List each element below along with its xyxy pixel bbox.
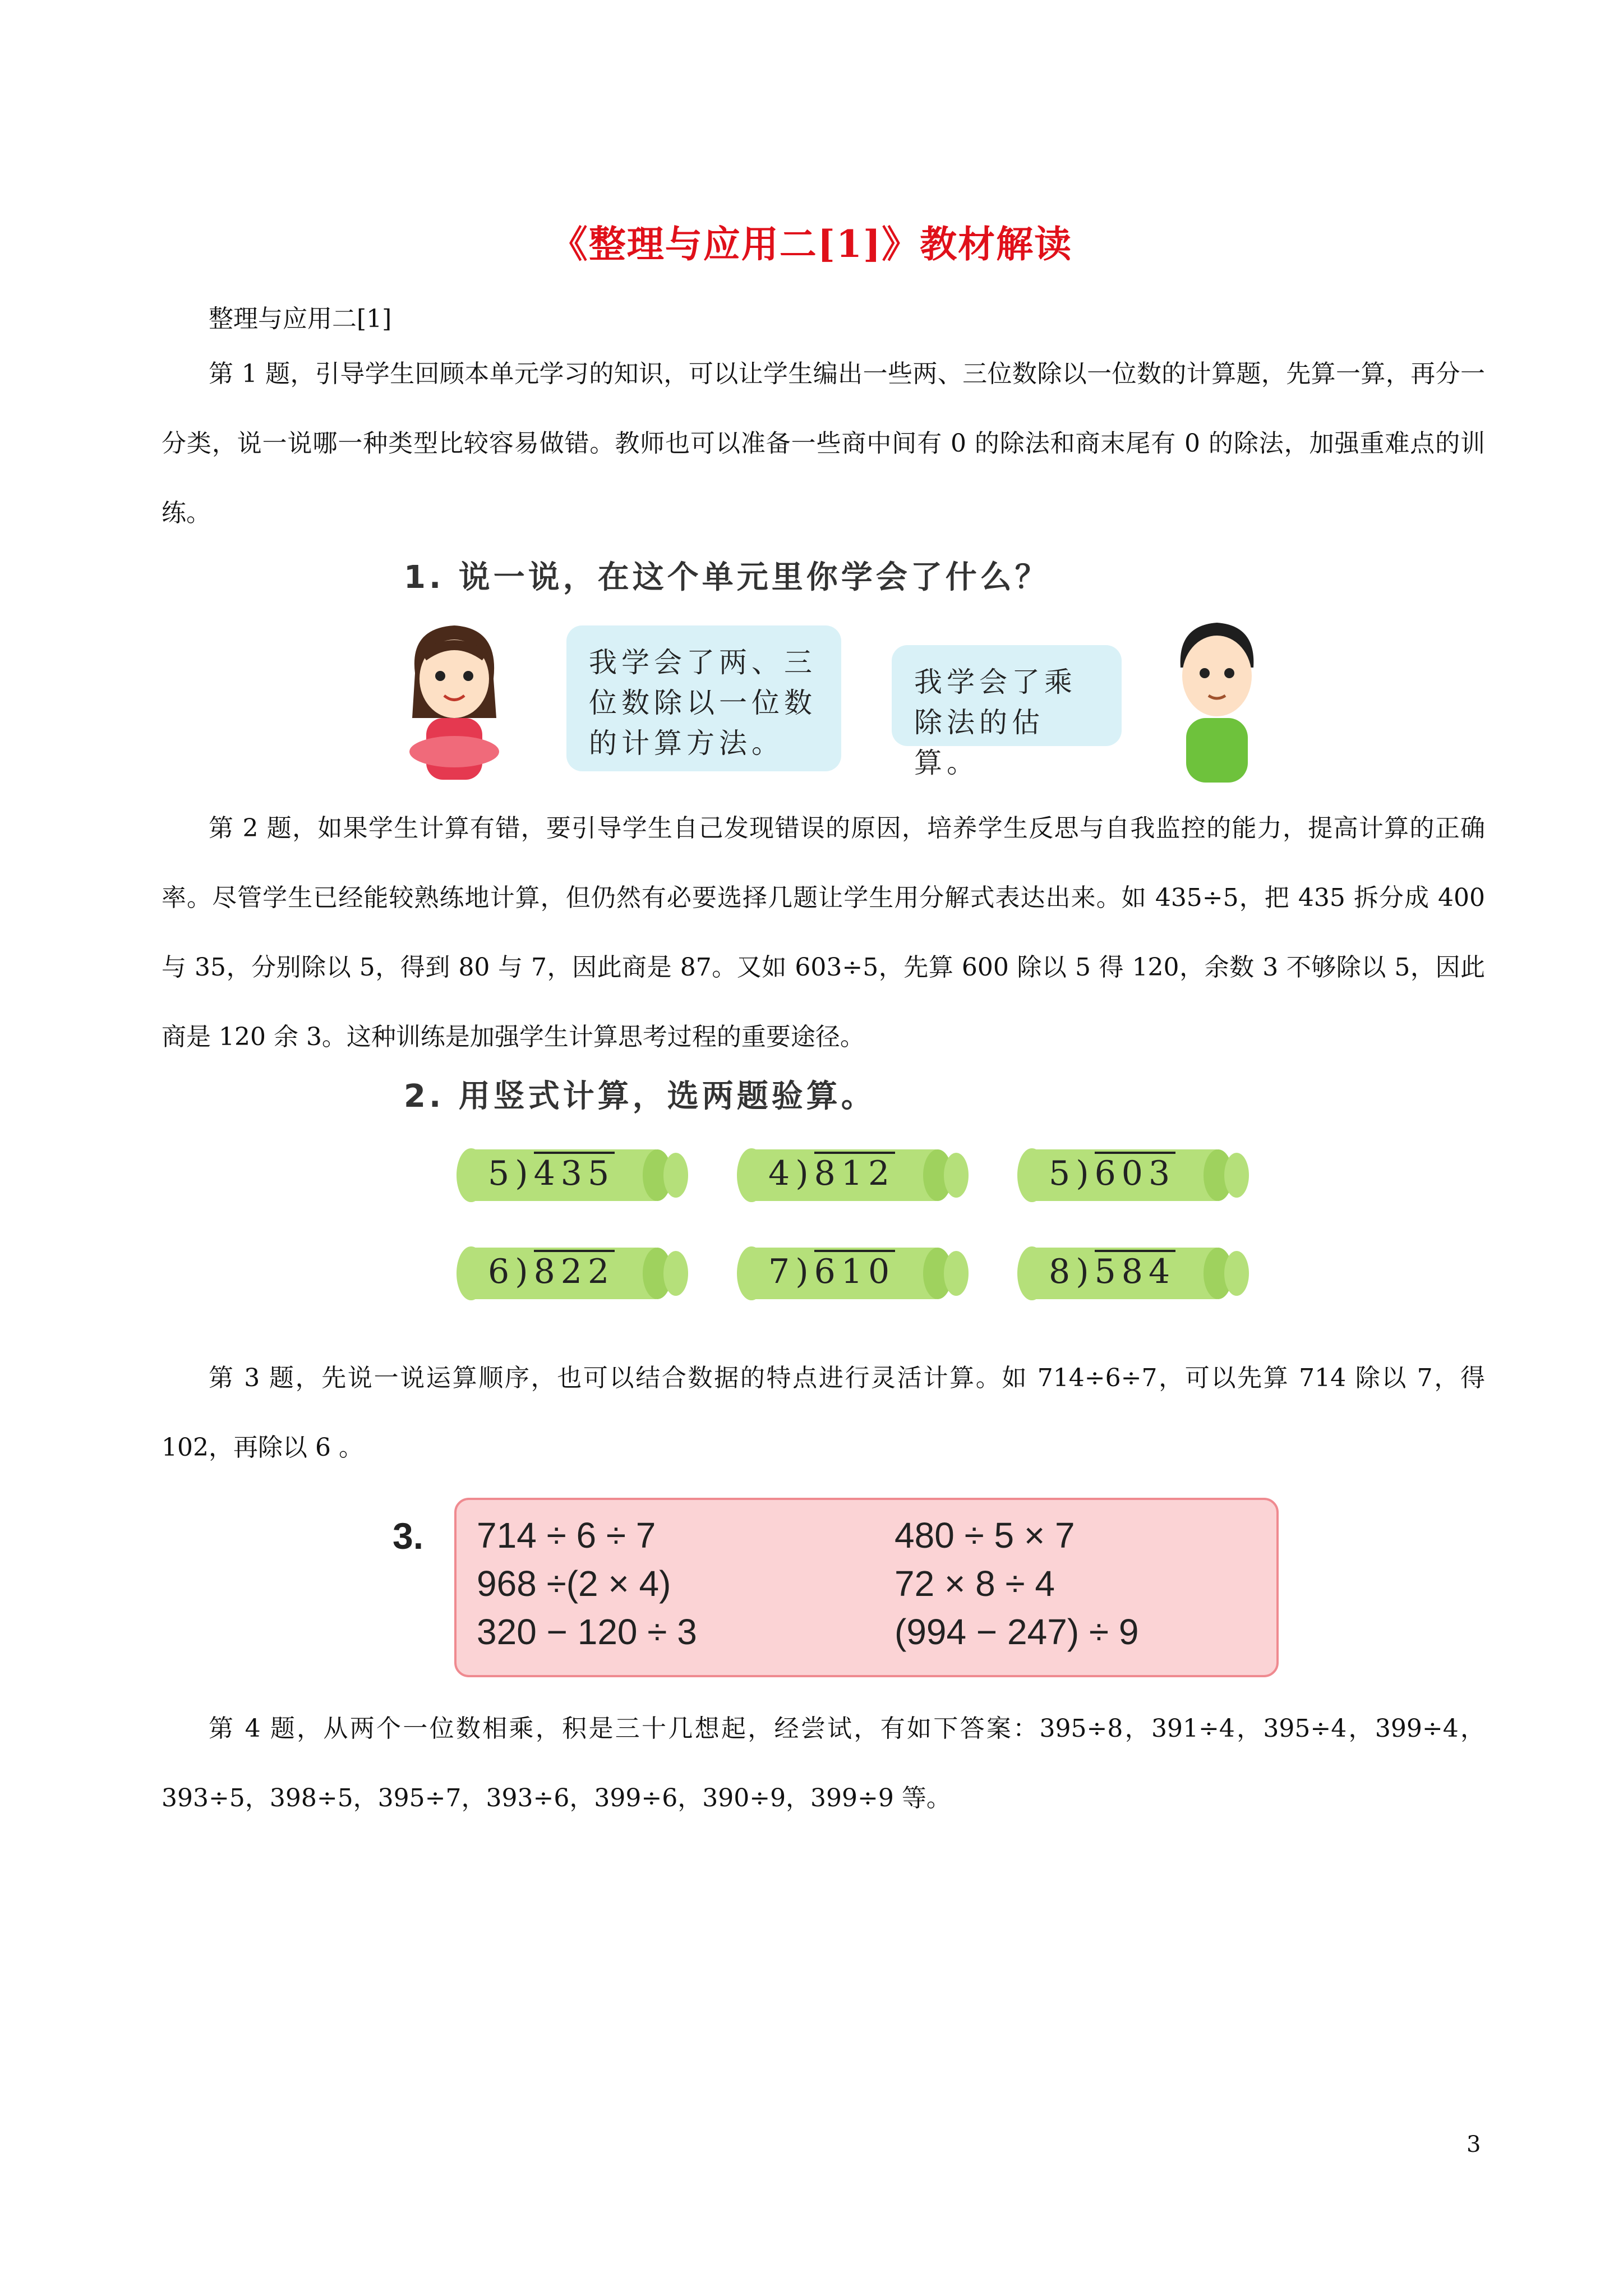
division-problem xyxy=(735,1142,970,1209)
paragraph-q2: 第 2 题，如果学生计算有错，要引导学生自己发现错误的原因，培养学生反思与自我监控的能力，提高计算的正确率。尽管学生已经能较熟练地计算，但仍然有必要选择几题让学生用分解式表达出来。如 435÷5，把 435 拆分成 400 与 35，分别除以 5，得到 80 与 7，因此商是 87。又如 603÷5，先算 600 除以 5 得 120，余数 3 不够除以 5，因此商是 120 余 3。这种训练是加强学生计算思考过程的重要途径。 xyxy=(162,814,1485,1051)
division-expression xyxy=(1049,1252,1175,1291)
division-expression xyxy=(488,1252,615,1291)
dividend: 435 xyxy=(534,1152,615,1193)
boy-illustration xyxy=(1155,606,1279,791)
paragraph-q4: 第 4 题，从两个一位数相乘，积是三十几想起，经尝试，有如下答案：395÷8，391÷4，395÷4，399÷4，393÷5，398÷5，395÷7，393÷6，399÷6，390÷9，399÷9 等。 xyxy=(162,1714,1485,1812)
division-bracket-icon: ) xyxy=(515,1252,534,1291)
expression-1: 714 ÷ 6 ÷ 7 xyxy=(477,1515,656,1556)
division-bracket-icon: ) xyxy=(1076,1252,1095,1291)
page-title: 《整理与应用二[1]》教材解读 xyxy=(550,222,1073,266)
figure-2-question: 2. 用竖式计算，选两题验算。 xyxy=(404,1078,876,1115)
division-expression xyxy=(488,1154,615,1193)
dividend: 603 xyxy=(1095,1152,1176,1193)
division-problem xyxy=(454,1142,690,1209)
expression-2: 480 ÷ 5 × 7 xyxy=(895,1515,1075,1556)
divisor: 7 xyxy=(768,1252,796,1291)
division-expression xyxy=(768,1154,895,1193)
girl-speech-bubble: 我学会了两、三位数除以一位数的计算方法。 xyxy=(566,625,841,771)
division-bracket-icon: ) xyxy=(1076,1154,1095,1193)
division-problem xyxy=(1015,1240,1251,1307)
division-problem xyxy=(1015,1142,1251,1209)
figure-1-question: 1. 说一说，在这个单元里你学会了什么？ xyxy=(404,559,1050,596)
divisor: 4 xyxy=(768,1154,796,1193)
expression-4: 72 × 8 ÷ 4 xyxy=(895,1563,1055,1604)
division-expression xyxy=(1049,1154,1175,1193)
divisor: 8 xyxy=(1049,1252,1076,1291)
dividend: 822 xyxy=(534,1250,615,1291)
division-problem xyxy=(735,1240,970,1307)
division-bracket-icon: ) xyxy=(515,1154,534,1193)
boy-speech-bubble: 我学会了乘除法的估算。 xyxy=(892,645,1122,746)
division-expression xyxy=(768,1252,895,1291)
expression-5: 320 − 120 ÷ 3 xyxy=(477,1612,697,1652)
section-heading: 整理与应用二[1] xyxy=(209,305,392,333)
girl-illustration xyxy=(393,611,516,791)
division-bracket-icon: ) xyxy=(795,1154,814,1193)
dividend: 610 xyxy=(814,1250,896,1291)
dividend: 584 xyxy=(1095,1250,1176,1291)
division-bracket-icon: ) xyxy=(795,1252,814,1291)
page-number: 3 xyxy=(1467,2132,1481,2157)
paragraph-q1: 第 1 题，引导学生回顾本单元学习的知识，可以让学生编出一些两、三位数除以一位数的计算题，先算一算，再分一分类，说一说哪一种类型比较容易做错。教师也可以准备一些商中间有 0 的除法和商末尾有 0 的除法，加强重难点的训练。 xyxy=(162,360,1485,527)
divisor: 6 xyxy=(488,1252,515,1291)
dividend: 812 xyxy=(814,1152,896,1193)
expression-6: (994 − 247) ÷ 9 xyxy=(895,1612,1139,1652)
division-problem xyxy=(454,1240,690,1307)
expression-3: 968 ÷(2 × 4) xyxy=(477,1563,671,1604)
paragraph-q3: 第 3 题，先说一说运算顺序，也可以结合数据的特点进行灵活计算。如 714÷6÷7，可以先算 714 除以 7，得 102，再除以 6 。 xyxy=(162,1364,1485,1462)
divisor: 5 xyxy=(1049,1154,1076,1193)
divisor: 5 xyxy=(488,1154,515,1193)
figure-3-number: 3. xyxy=(393,1515,424,1557)
